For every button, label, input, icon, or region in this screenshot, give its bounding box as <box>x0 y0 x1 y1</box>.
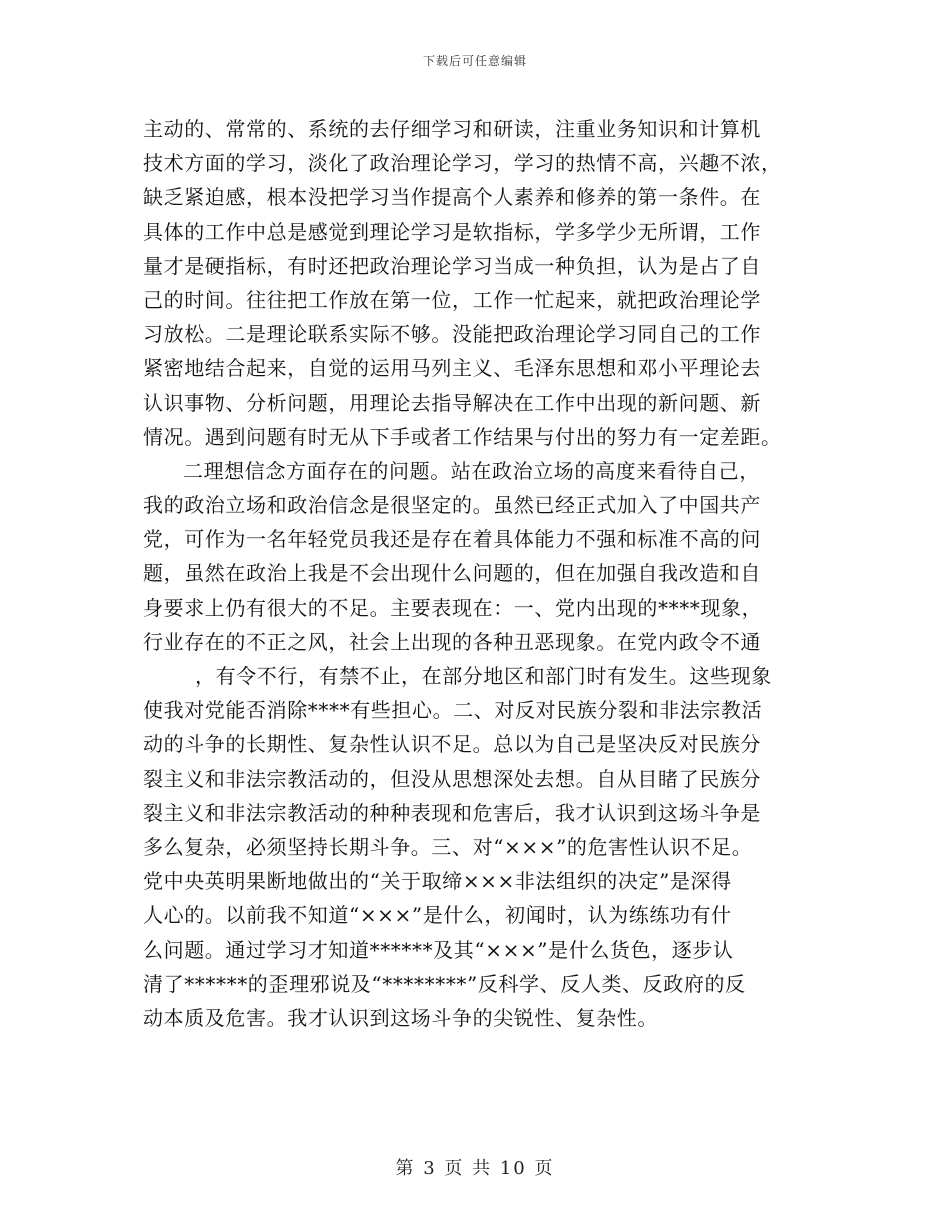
body-line: 紧密地结合起来，自觉的运用马列主义、毛泽东思想和邓小平理论去 <box>143 356 761 381</box>
body-line: 动本质及危害。我才认识到这场斗争的尖锐性、复杂性。 <box>143 1005 658 1030</box>
body-line: 习放松。二是理论联系实际不够。没能把政治理论学习同自己的工作 <box>143 322 761 347</box>
body-line: 清了******的歪理邪说及“********”反科学、反人类、反政府的反 <box>143 971 746 996</box>
body-line: 缺乏紧迫感，根本没把学习当作提高个人素养和修养的第一条件。在 <box>143 185 761 210</box>
header-note: 下载后可任意编辑 <box>422 54 527 68</box>
body-line: 我的政治立场和政治信念是很坚定的。虽然已经正式加入了中国共产 <box>143 493 761 518</box>
body-line: 量才是硬指标，有时还把政治理论学习当成一种负担，认为是占了自 <box>143 253 761 278</box>
body-line: 情况。遇到问题有时无从下手或者工作结果与付出的努力有一定差距。 <box>143 424 782 449</box>
body-line: 么问题。通过学习才知道******及其“×××”是什么货色，逐步认 <box>143 937 734 962</box>
document-body <box>143 112 823 1035</box>
body-line: 党中央英明果断地做出的“关于取缔×××非法组织的决定”是深得 <box>143 869 732 894</box>
page-number-footer: 第 3 页 共 10 页 <box>395 1158 555 1179</box>
body-line: 动的斗争的长期性、复杂性认识不足。总以为自己是坚决反对民族分 <box>143 732 761 757</box>
body-line: 裂主义和非法宗教活动的，但没从思想深处去想。自从目睹了民族分 <box>143 766 761 791</box>
paragraph-start-line: 二理想信念方面存在的问题。站在政治立场的高度来看待自己， <box>183 458 760 483</box>
body-line: 党，可作为一名年轻党员我还是存在着具体能力不强和标准不高的问 <box>143 527 761 552</box>
body-line: 多么复杂，必须坚持长期斗争。三、对“×××”的危害性认识不足。 <box>143 834 753 859</box>
body-line: 裂主义和非法宗教活动的种种表现和危害后，我才认识到这场斗争是 <box>143 800 761 825</box>
body-line: 认识事物、分析问题，用理论去指导解决在工作中出现的新问题、新 <box>143 390 761 415</box>
body-line: 使我对党能否消除****有些担心。二、对反对民族分裂和非法宗教活 <box>143 698 763 723</box>
body-line: ，有令不行，有禁不止，在部分地区和部门时有发生。这些现象 <box>195 664 772 688</box>
body-line: 主动的、常常的、系统的去仔细学习和研读，注重业务知识和计算机 <box>143 117 761 141</box>
body-line: 人心的。以前我不知道“×××”是什么，初闻时，认为练练功有什 <box>143 903 732 928</box>
body-line: 技术方面的学习，淡化了政治理论学习，学习的热情不高，兴趣不浓， <box>143 151 782 176</box>
body-line: 身要求上仍有很大的不足。主要表现在：一、党内出现的****现象， <box>143 595 763 620</box>
body-line: 具体的工作中总是感觉到理论学习是软指标，学多学少无所谓，工作 <box>143 219 761 244</box>
body-line: 己的时间。往往把工作放在第一位，工作一忙起来，就把政治理论学 <box>143 287 761 312</box>
body-line: 行业存在的不正之风，社会上出现的各种丑恶现象。在党内政令不通 <box>143 629 761 654</box>
body-line: 题，虽然在政治上我是不会出现什么问题的，但在加强自我改造和自 <box>143 561 761 586</box>
